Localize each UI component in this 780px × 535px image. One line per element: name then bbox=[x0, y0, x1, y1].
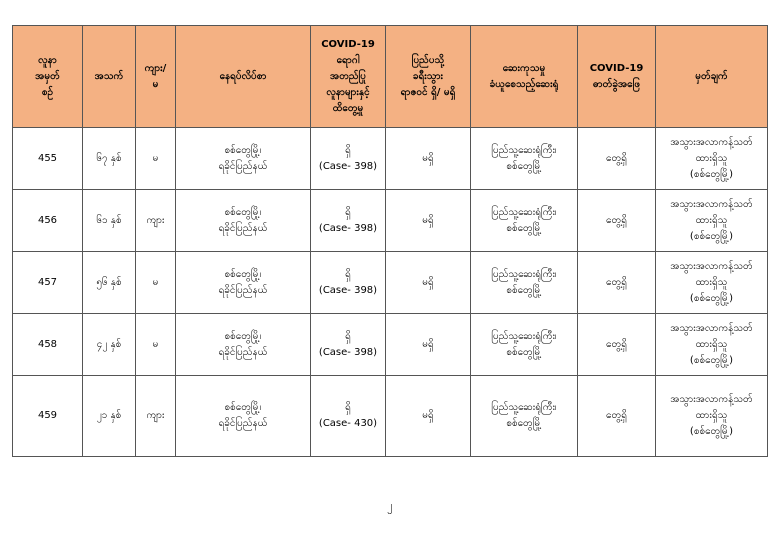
cell-sex: ကျား bbox=[136, 376, 176, 457]
cell-address: စစ်တွေမြို့၊ ရခိုင်ပြည်နယ် bbox=[176, 314, 311, 376]
table-row bbox=[13, 252, 768, 314]
cell-case-number: 458 bbox=[13, 314, 83, 376]
page-number: ၂ bbox=[387, 499, 393, 512]
cell-travel-history: မရှိ bbox=[386, 314, 471, 376]
header-hospital: ဆေးကုသမှု ခံယူစေသည့်ဆေးရုံ bbox=[471, 26, 578, 128]
cell-travel-history: မရှိ bbox=[386, 128, 471, 190]
cell-address: စစ်တွေမြို့၊ ရခိုင်ပြည်နယ် bbox=[176, 252, 311, 314]
header-address: နေရပ်လိပ်စာ bbox=[176, 26, 311, 128]
cell-address: စစ်တွေမြို့၊ ရခိုင်ပြည်နယ် bbox=[176, 376, 311, 457]
cell-test-result: တွေ့ရှိ bbox=[578, 314, 656, 376]
cell-test-result: တွေ့ရှိ bbox=[578, 376, 656, 457]
table-header-row bbox=[13, 26, 768, 128]
cell-case-number: 455 bbox=[13, 128, 83, 190]
cell-test-result: တွေ့ရှိ bbox=[578, 190, 656, 252]
cell-address: စစ်တွေမြို့၊ ရခိုင်ပြည်နယ် bbox=[176, 128, 311, 190]
cell-hospital: ပြည်သူ့ဆေးရုံကြီး၊ စစ်တွေမြို့ bbox=[471, 252, 578, 314]
covid-cases-table bbox=[12, 25, 768, 457]
cell-test-result: တွေ့ရှိ bbox=[578, 252, 656, 314]
cell-age: ၂၁ နှစ် bbox=[83, 376, 136, 457]
cell-remark: အသွားအလာကန့်သတ် ထားရှိသူ (စစ်တွေမြို့) bbox=[656, 376, 768, 457]
header-sex: ကျား/ မ bbox=[136, 26, 176, 128]
cell-case-number: 456 bbox=[13, 190, 83, 252]
cell-remark: အသွားအလာကန့်သတ် ထားရှိသူ (စစ်တွေမြို့) bbox=[656, 314, 768, 376]
cell-case-number: 457 bbox=[13, 252, 83, 314]
header-case-number: လူနာ အမှတ် စဉ် bbox=[13, 26, 83, 128]
header-travel-history: ပြည်ပသို့ ခရီးသွား ရာဇဝင် ရှိ/ မရှိ bbox=[386, 26, 471, 128]
cell-case-number: 459 bbox=[13, 376, 83, 457]
cell-travel-history: မရှိ bbox=[386, 376, 471, 457]
cell-address: စစ်တွေမြို့၊ ရခိုင်ပြည်နယ် bbox=[176, 190, 311, 252]
table-row bbox=[13, 314, 768, 376]
cell-sex: ကျား bbox=[136, 190, 176, 252]
table-row bbox=[13, 376, 768, 457]
cell-travel-history: မရှိ bbox=[386, 190, 471, 252]
cell-travel-history: မရှိ bbox=[386, 252, 471, 314]
cell-test-result: တွေ့ရှိ bbox=[578, 128, 656, 190]
cell-hospital: ပြည်သူ့ဆေးရုံကြီး၊ စစ်တွေမြို့ bbox=[471, 128, 578, 190]
cell-contact: ရှိ (Case- 398) bbox=[311, 252, 386, 314]
cell-age: ၆၇ နှစ် bbox=[83, 128, 136, 190]
cell-age: ၅၆ နှစ် bbox=[83, 252, 136, 314]
cell-sex: မ bbox=[136, 314, 176, 376]
cell-sex: မ bbox=[136, 128, 176, 190]
cell-hospital: ပြည်သူ့ဆေးရုံကြီး၊ စစ်တွေမြို့ bbox=[471, 376, 578, 457]
cell-age: ၆၁ နှစ် bbox=[83, 190, 136, 252]
header-test-result: COVID-19 ဓာတ်ခွဲအဖြေ bbox=[578, 26, 656, 128]
table-row bbox=[13, 190, 768, 252]
cell-remark: အသွားအလာကန့်သတ် ထားရှိသူ (စစ်တွေမြို့) bbox=[656, 252, 768, 314]
table-row bbox=[13, 128, 768, 190]
cell-remark: အသွားအလာကန့်သတ် ထားရှိသူ (စစ်တွေမြို့) bbox=[656, 128, 768, 190]
header-age: အသက် bbox=[83, 26, 136, 128]
cell-contact: ရှိ (Case- 430) bbox=[311, 376, 386, 457]
cell-sex: မ bbox=[136, 252, 176, 314]
header-contact: COVID-19 ရောဂါ အတည်ပြု လူနာများနှင့် ထိတွေ့မှု bbox=[311, 26, 386, 128]
cell-age: ၄၂ နှစ် bbox=[83, 314, 136, 376]
cell-contact: ရှိ (Case- 398) bbox=[311, 128, 386, 190]
header-remark: မှတ်ချက် bbox=[656, 26, 768, 128]
cell-hospital: ပြည်သူ့ဆေးရုံကြီး၊ စစ်တွေမြို့ bbox=[471, 314, 578, 376]
cell-contact: ရှိ (Case- 398) bbox=[311, 314, 386, 376]
cell-contact: ရှိ (Case- 398) bbox=[311, 190, 386, 252]
cell-hospital: ပြည်သူ့ဆေးရုံကြီး၊ စစ်တွေမြို့ bbox=[471, 190, 578, 252]
cell-remark: အသွားအလာကန့်သတ် ထားရှိသူ (စစ်တွေမြို့) bbox=[656, 190, 768, 252]
